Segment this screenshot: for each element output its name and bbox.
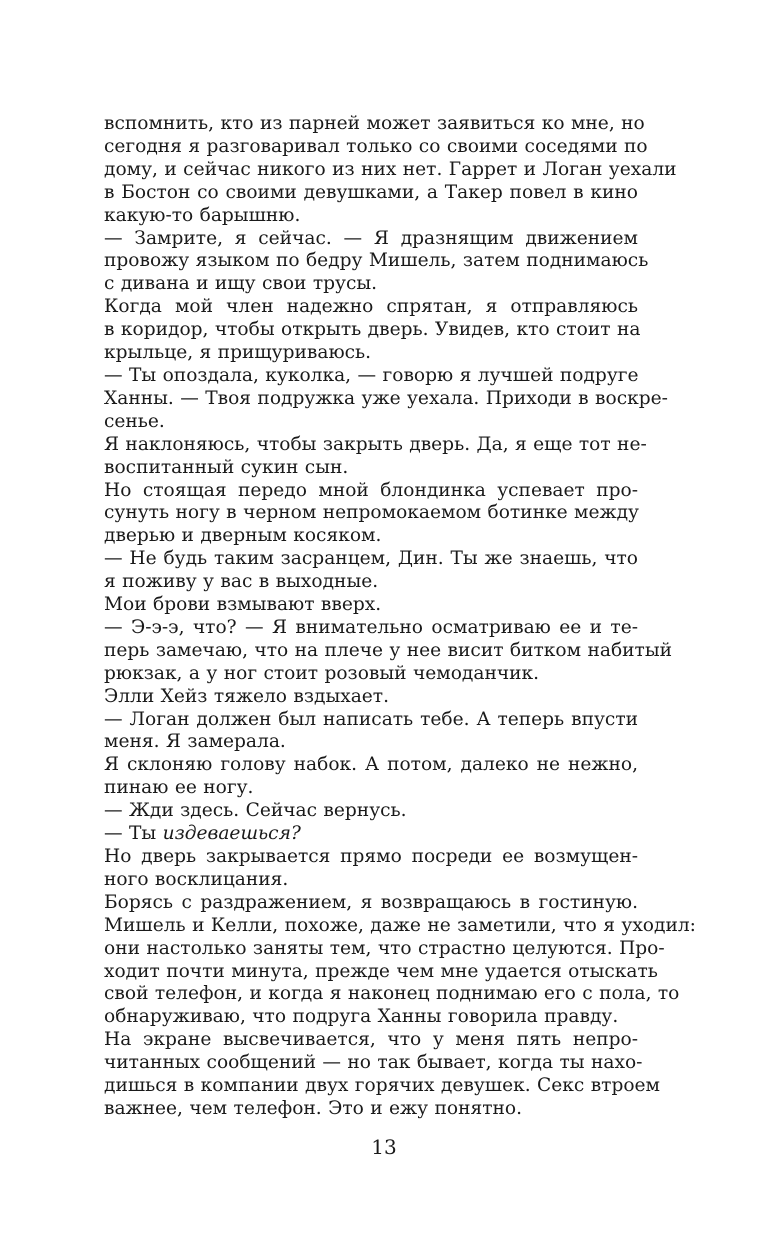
text-line: сенье. <box>104 410 165 432</box>
paragraph <box>104 480 638 549</box>
text-line: Я склоняю голову набок. А потом, далеко не нежно, <box>104 754 638 776</box>
paragraph <box>104 1029 661 1121</box>
paragraph <box>104 686 638 709</box>
text-line: крыльце, я прищуриваюсь. <box>104 342 372 364</box>
paragraph <box>104 616 673 686</box>
paragraph <box>104 433 647 480</box>
text-line: меня. Я замерала. <box>104 731 286 753</box>
text-line: какую-то барышню. <box>104 204 301 226</box>
paragraph <box>104 754 638 800</box>
paragraph <box>104 823 638 846</box>
page-number: 13 <box>371 1135 397 1159</box>
paragraph <box>104 548 638 594</box>
paragraph <box>104 296 641 365</box>
text-line: они настолько заняты тем, что страстно целуются. Про- <box>104 937 665 959</box>
text-line: рюкзак, а у ног стоит розовый чемоданчик. <box>104 662 540 684</box>
text-line: с дивана и ищу свои трусы. <box>104 273 378 295</box>
text-line: Но стоящая передо мной блондинка успевает про- <box>104 479 638 501</box>
text-line: — Замрите, я сейчас. — Я дразнящим движением <box>104 227 638 249</box>
text-line: провожу языком по бедру Мишель, затем поднимаюсь <box>104 250 649 272</box>
text-line: сунуть ногу в черном непромокаемом ботинке между <box>104 502 639 524</box>
text-line: свой телефон, и когда я наконец поднимаю его с пола, то <box>104 983 680 1005</box>
text-line: важнее, чем телефон. Это и ежу понятно. <box>104 1097 522 1119</box>
text-line: На экране высвечивается, что у меня пять непро- <box>104 1029 638 1051</box>
text-line: — Жди здесь. Сейчас вернусь. <box>104 800 407 822</box>
emphasized-text: издеваешься? <box>162 823 301 845</box>
text-line: дому, и сейчас никого из них нет. Гаррет и Логан уехали <box>104 158 677 180</box>
text-line: дишься в компании двух горячих девушек. Секс втроем <box>104 1075 661 1097</box>
paragraph <box>104 594 638 617</box>
text-line: сегодня я разговаривал только со своими соседями по <box>104 135 648 157</box>
paragraph <box>104 709 638 755</box>
paragraph <box>104 227 649 297</box>
text-line: пинаю ее ногу. <box>104 777 254 799</box>
text-line: ного восклицания. <box>104 868 289 890</box>
text-line: — Логан должен был написать тебе. А теперь впусти <box>104 708 638 730</box>
text-line: Ханны. — Твоя подружка уже уехала. Приходи в воскре- <box>104 387 668 409</box>
paragraph <box>104 364 668 434</box>
paragraph <box>104 846 638 892</box>
dialogue-prefix: — Ты <box>104 823 163 845</box>
text-line: Элли Хейз тяжело вздыхает. <box>104 685 390 707</box>
text-line: ходит почти минута, прежде чем мне удается отыскать <box>104 960 658 982</box>
text-line: читанных сообщений — но так бывает, когда ты нахо- <box>104 1052 643 1074</box>
text-line: в Бостон со своими девушками, а Такер повел в кино <box>104 181 638 203</box>
text-line: — Не будь таким засранцем, Дин. Ты же знаешь, что <box>104 548 638 570</box>
text-line: Я наклоняюсь, чтобы закрыть дверь. Да, я еще тот не- <box>104 433 647 455</box>
body-text <box>104 113 696 1121</box>
paragraph <box>104 113 677 228</box>
text-line: Когда мой член надежно спрятан, я отправляюсь <box>104 296 638 318</box>
text-line: Мишель и Келли, похоже, даже не заметили, что я уходил: <box>104 914 696 936</box>
paragraph <box>104 891 696 1029</box>
text-line: обнаруживаю, что подруга Ханны говорила правду. <box>104 1006 619 1028</box>
text-line: перь замечаю, что на плече у нее висит битком набитый <box>104 639 673 661</box>
text-line: воспитанный сукин сын. <box>104 456 349 478</box>
text-line: Но дверь закрывается прямо посреди ее возмущен- <box>104 846 638 867</box>
text-line: вспомнить, кто из парней может заявиться ко мне, но <box>104 113 645 134</box>
paragraph <box>104 800 638 823</box>
text-line: я поживу у вас в выходные. <box>104 571 379 593</box>
text-line: Борясь с раздражением, я возвращаюсь в гостиную. <box>104 891 638 913</box>
text-line: — Э-э-э, что? — Я внимательно осматриваю ее и те- <box>104 616 638 638</box>
text-line: в коридор, чтобы открыть дверь. Увидев, кто стоит на <box>104 319 641 341</box>
text-line <box>104 823 638 846</box>
text-line: — Ты опоздала, куколка, — говорю я лучшей подруге <box>104 364 639 386</box>
text-line: Мои брови взмывают вверх. <box>104 594 382 616</box>
text-line: дверью и дверным косяком. <box>104 525 382 547</box>
